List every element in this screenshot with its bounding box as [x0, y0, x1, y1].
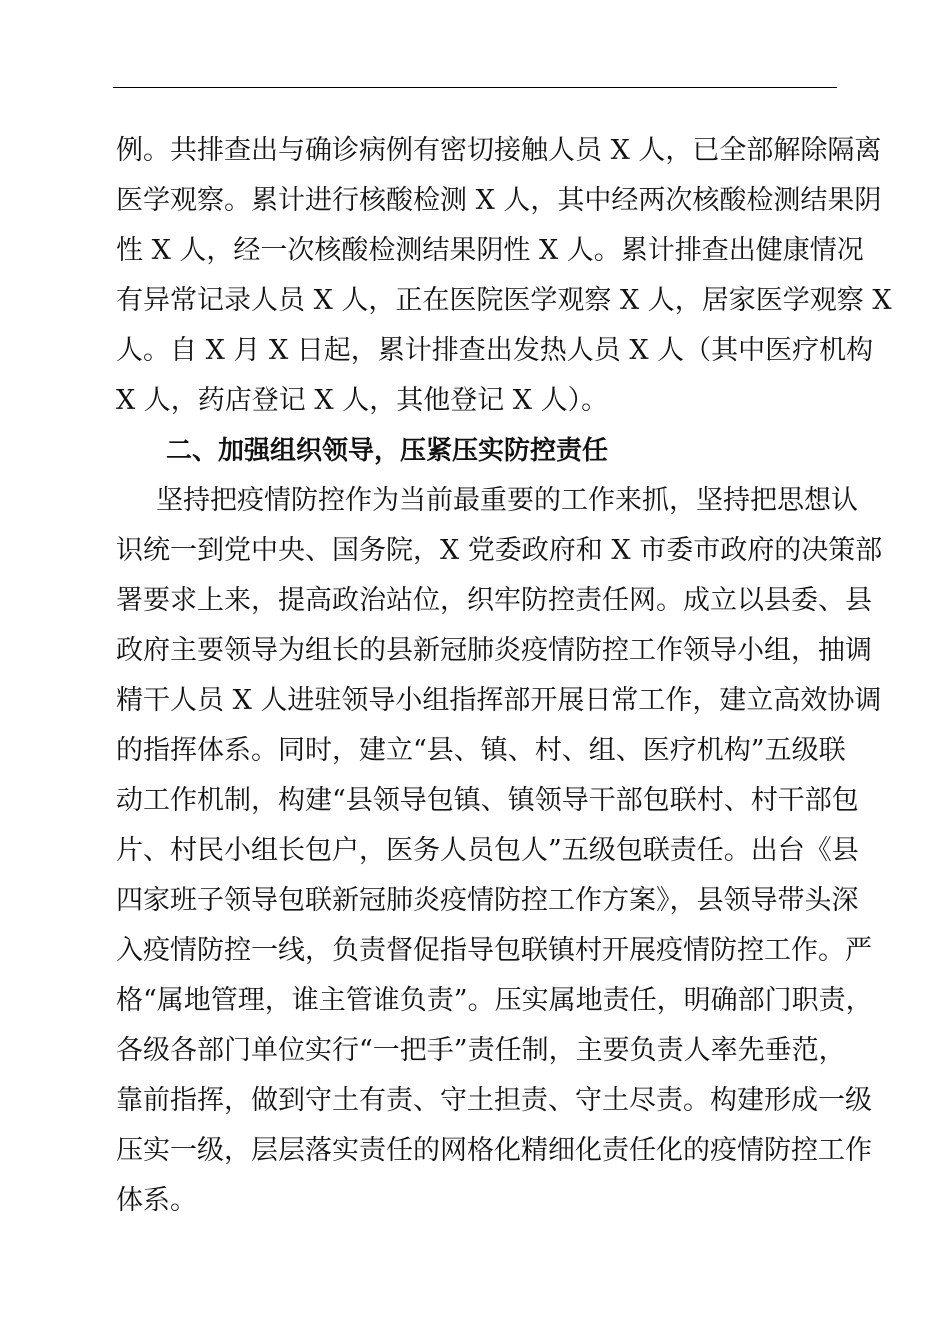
paragraph-line: 精干人员 X 人进驻领导小组指挥部开展日常工作，建立高效协调	[116, 685, 882, 716]
paragraph-line: 人。自 X 月 X 日起，累计排查出发热人员 X 人（其中医疗机构	[116, 335, 874, 366]
paragraph-line: 署要求上来，提高政治站位，织牢防控责任网。成立以县委、县	[116, 585, 872, 616]
paragraph-line: 性 X 人，经一次核酸检测结果阴性 X 人。累计排查出健康情况	[116, 235, 864, 266]
document-body	[116, 126, 892, 1226]
section-heading: 二、加强组织领导，压紧压实防控责任	[166, 436, 609, 466]
paragraph-line: 例。共排查出与确诊病例有密切接触人员 X 人，已全部解除隔离	[116, 135, 882, 166]
paragraph-line: 有异常记录人员 X 人，正在医院医学观察 X 人，居家医学观察 X	[116, 285, 892, 316]
paragraph-line: 靠前指挥，做到守土有责、守土担责、守土尽责。构建形成一级	[116, 1085, 872, 1116]
paragraph-line: 压实一级，层层落实责任的网格化精细化责任化的疫情防控工作	[116, 1135, 872, 1166]
paragraph-line: 体系。	[116, 1185, 197, 1216]
paragraph-line: 格“属地管理，谁主管谁负责”。压实属地责任，明确部门职责，	[116, 985, 873, 1016]
paragraph-line: 四家班子领导包联新冠肺炎疫情防控工作方案》，县领导带头深	[116, 885, 859, 916]
paragraph-line: 政府主要领导为组长的县新冠肺炎疫情防控工作领导小组，抽调	[116, 635, 872, 666]
paragraph-line: 动工作机制，构建“县领导包镇、镇领导干部包联村、村干部包	[116, 785, 859, 816]
paragraph-line: 各级各部门单位实行“一把手”责任制，主要负责人率先垂范，	[116, 1035, 846, 1066]
paragraph-line: 入疫情防控一线，负责督促指导包联镇村开展疫情防控工作。严	[116, 935, 872, 966]
header-rule	[113, 87, 837, 88]
paragraph-line: 的指挥体系。同时，建立“县、镇、村、组、医疗机构”五级联	[116, 735, 846, 766]
paragraph-line: X 人，药店登记 X 人，其他登记 X 人）。	[116, 385, 609, 416]
paragraph-line: 识统一到党中央、国务院，X 党委政府和 X 市委市政府的决策部	[116, 535, 883, 566]
paragraph-line: 片、村民小组长包户，医务人员包人”五级包联责任。出台《县	[116, 835, 859, 866]
paragraph-line: 坚持把疫情防控作为当前最重要的工作来抓，坚持把思想认	[156, 485, 858, 516]
paragraph-line: 医学观察。累计进行核酸检测 X 人，其中经两次核酸检测结果阴	[116, 185, 882, 216]
